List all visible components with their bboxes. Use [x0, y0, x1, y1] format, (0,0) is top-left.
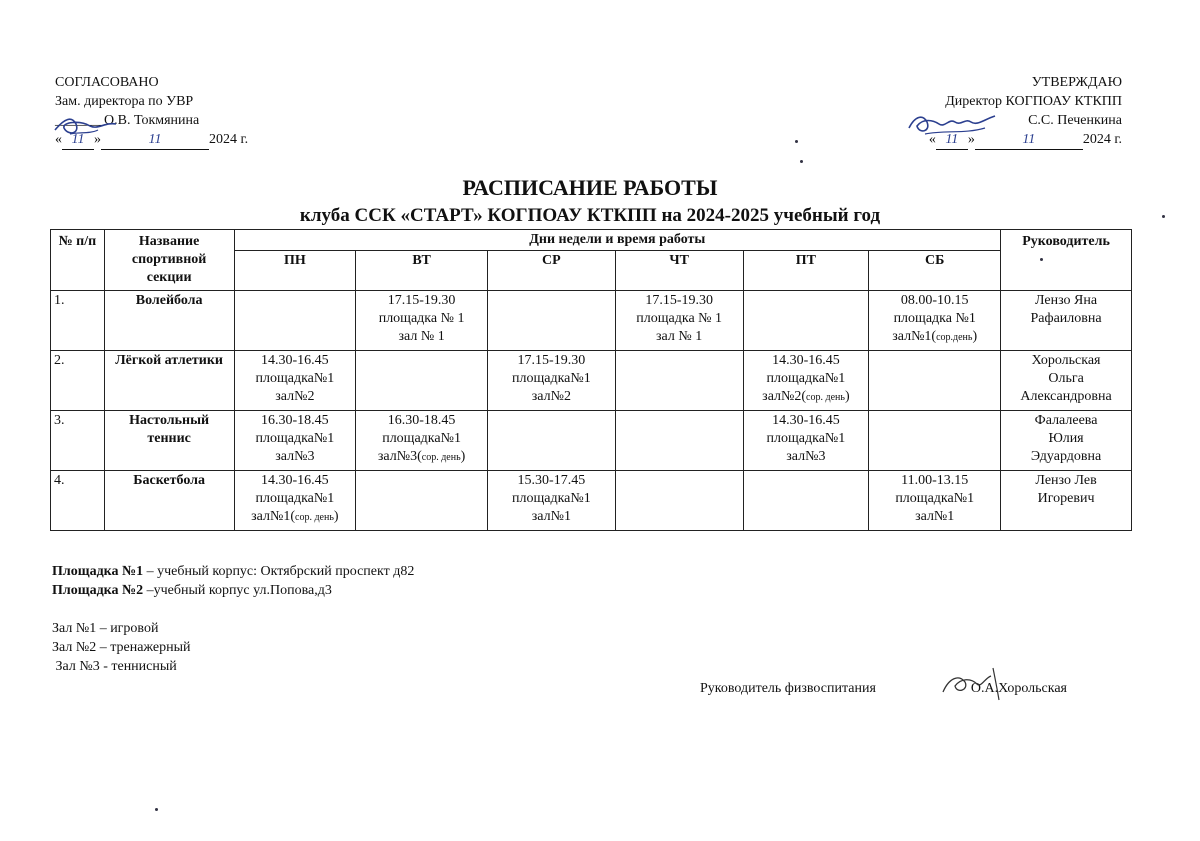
approval-right-date-year: 2024 г. [1082, 132, 1122, 147]
scan-speck [1162, 215, 1165, 218]
row-mon: 14.30-16.45 площадка№1 зал№2 [234, 351, 356, 411]
header-day-thu: ЧТ [615, 251, 743, 291]
row-leader: Фалалеева Юлия Эдуардовна [1001, 411, 1132, 471]
page-title: РАСПИСАНИЕ РАБОТЫ [462, 175, 718, 200]
row-thu [615, 351, 743, 411]
row-sat [869, 351, 1001, 411]
row-wed: 15.30-17.45 площадка№1 зал№1 [488, 471, 616, 531]
table-row [51, 471, 1132, 531]
scan-speck [800, 160, 803, 163]
row-tue [356, 351, 488, 411]
header-leader: Руководитель [1001, 230, 1132, 291]
row-tue: 16.30-18.45 площадка№1 зал№3(сор. день) [356, 411, 488, 471]
page-subtitle: клуба ССК «СТАРТ» КОГПОАУ КТКПП на 2024-2025 учебный год [299, 205, 881, 226]
row-mon: 16.30-18.45 площадка№1 зал№3 [234, 411, 356, 471]
header-num: № п/п [51, 230, 105, 291]
approval-left-signature-line: _______О.В. Токмянина [55, 113, 200, 128]
row-num: 2. [51, 351, 105, 411]
row-mon [234, 291, 356, 351]
row-sat: 11.00-13.15 площадка№1 зал№1 [869, 471, 1001, 531]
footer-name: О.А.Хорольская [970, 681, 1067, 696]
table-row [51, 351, 1132, 411]
note-site-2-text: –учебный корпус ул.Попова,д3 [143, 583, 332, 598]
note-site-2-label: Площадка №2 [52, 583, 144, 598]
note-hall-2: Зал №2 – тренажерный [52, 640, 191, 655]
approval-left-heading: СОГЛАСОВАНО [55, 75, 159, 90]
header-days-group: Дни недели и время работы [234, 230, 1001, 251]
note-site-2 [52, 581, 414, 600]
footer-position: Руководитель физвоспитания [700, 681, 876, 696]
row-wed: 17.15-19.30 площадка№1 зал№2 [488, 351, 616, 411]
scan-speck [155, 808, 158, 811]
approval-left-date-month: 11 [101, 130, 209, 150]
row-tue: 17.15-19.30 площадка № 1 зал № 1 [356, 291, 488, 351]
scan-speck [795, 140, 798, 143]
schedule-table [50, 229, 1132, 531]
signature-tokmyanina [50, 112, 120, 140]
row-section: Баскетбола [104, 471, 234, 531]
approval-right-heading: УТВЕРЖДАЮ [1031, 75, 1122, 90]
row-thu [615, 471, 743, 531]
approval-right-date-month: 11 [975, 130, 1083, 150]
row-leader: Лензо Яна Рафаиловна [1001, 291, 1132, 351]
row-wed [488, 411, 616, 471]
date-close-quote: » [94, 132, 101, 147]
header-day-tue: ВТ [356, 251, 488, 291]
scan-speck [1040, 258, 1043, 261]
table-row [51, 411, 1132, 471]
row-num: 4. [51, 471, 105, 531]
approval-left-date-year: 2024 г. [209, 132, 249, 147]
row-thu: 17.15-19.30 площадка № 1 зал № 1 [615, 291, 743, 351]
row-sat [869, 411, 1001, 471]
row-thu [615, 411, 743, 471]
approval-left-date-day: 11 [62, 130, 94, 150]
row-fri: 14.30-16.45 площадка№1 зал№3 [743, 411, 869, 471]
row-mon: 14.30-16.45 площадка№1 зал№1(сор. день) [234, 471, 356, 531]
row-fri [743, 291, 869, 351]
header-day-wed: СР [488, 251, 616, 291]
row-section: Настольный теннис [104, 411, 234, 471]
signature-khorolskaya [935, 664, 1015, 702]
row-leader: Хорольская Ольга Александровна [1001, 351, 1132, 411]
row-fri: 14.30-16.45 площадка№1 зал№2(сор. день) [743, 351, 869, 411]
header-day-sat: СБ [869, 251, 1001, 291]
approval-right-signature-line: С.С. Печенкина [1028, 113, 1122, 128]
row-num: 1. [51, 291, 105, 351]
approval-left-position: Зам. директора по УВР [55, 94, 194, 109]
row-sat: 08.00-10.15 площадка №1 зал№1(сор.день) [869, 291, 1001, 351]
row-tue [356, 471, 488, 531]
header-day-fri: ПТ [743, 251, 869, 291]
date-close-quote: » [967, 132, 975, 147]
approval-right-position: Директор КОГПОАУ КТКПП [945, 94, 1122, 109]
note-hall-3: Зал №3 - теннисный [52, 659, 177, 674]
date-open-quote: « [928, 132, 936, 147]
row-fri [743, 471, 869, 531]
note-site-1-label: Площадка №1 [52, 564, 144, 579]
row-section: Лёгкой атлетики [104, 351, 234, 411]
row-wed [488, 291, 616, 351]
header-day-mon: ПН [234, 251, 356, 291]
row-section: Волейбола [104, 291, 234, 351]
header-section: Название спортивной секции [104, 230, 234, 291]
note-site-1 [52, 562, 414, 581]
note-site-1-text: – учебный корпус: Октябрский проспект д82 [143, 564, 415, 579]
row-leader: Лензо Лев Игоревич [1001, 471, 1132, 531]
date-open-quote: « [55, 132, 62, 147]
table-header-row [51, 230, 1132, 251]
table-row [51, 291, 1132, 351]
note-hall-1: Зал №1 – игровой [52, 621, 159, 636]
signature-pechenkina [905, 108, 1000, 140]
row-num: 3. [51, 411, 105, 471]
notes-block [52, 562, 414, 676]
approval-right-date-day: 11 [936, 130, 968, 150]
